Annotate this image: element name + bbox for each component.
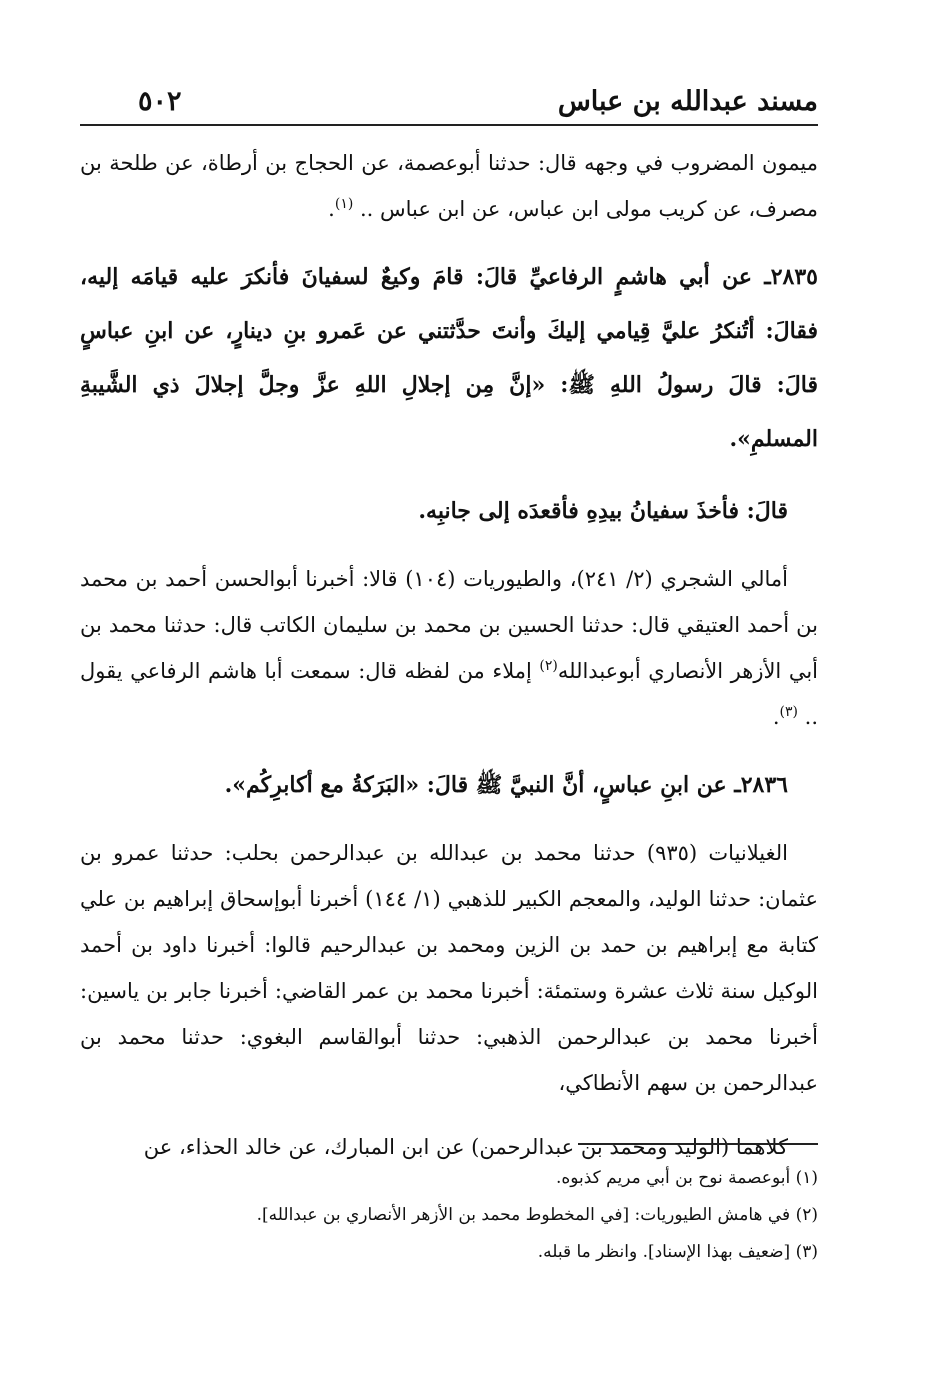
hadith-2836: ٢٨٣٦ـ عن ابنِ عباسٍ، أنَّ النبيَّ ﷺ قالَ: «البَرَكةُ مع أكابرِكُم».: [224, 772, 788, 798]
takhrij-2836: الغيلانيات (٩٣٥) حدثنا محمد بن عبدالله بن عبدالرحمن بحلب: حدثنا عمرو بن عثمان: حدثنا الوليد، والمعجم الكبير للذهبي (١/ ١٤٤) أخبرنا أبوإسحاق إبراهيم بن علي كتابة مع إبراهيم بن حمد بن الزين ومحمد بن عبدالرحيم قالوا: أخبرنا داود بن أحمد الوكيل سنة ثلاث عشرة وستمئة: أخبرنا محمد بن عمر القاضي: أخبرنا جابر بن ياسين: أخبرنا محمد بن عبدالرحمن الذهبي: حدثنا أبوالقاسم البغوي: حدثنا محمد بن عبدالرحمن بن سهم الأنطاكي،: [80, 841, 818, 1095]
takhrij-2835: أمالي الشجري (٢/ ٢٤١)، والطيوريات (١٠٤) قالا: أخبرنا أبوالحسن أحمد بن محمد بن أحمد العتيقي قال: حدثنا الحسين بن محمد بن سليمان الكاتب قال: حدثنا محمد بن أبي الأزهر الأنصاري أبوعبدالله$^{(٢)}$ إملاء من لفظه قال: سمعت أبا هاشم الرفاعي يقول .. $^{(٣)}$.: [80, 567, 818, 729]
footnote-ref-1: (١): [334, 196, 354, 212]
main-text: [80, 140, 818, 1188]
page-number: ٥٠٢: [138, 86, 182, 117]
footnotes: [80, 1160, 818, 1271]
footnote-ref-3: (٣): [779, 704, 798, 720]
footnote-ref-2: (٢): [539, 658, 558, 674]
takhrij-2836-continuation: كلاهما (الوليد ومحمد بن عبدالرحمن) عن ابن المبارك، عن خالد الحذاء، عن: [143, 1135, 788, 1159]
footnote-1: (١) أبوعصمة نوح بن أبي مريم كذبوه.: [555, 1168, 818, 1188]
hadith-2835-continuation: قالَ: فأخذَ سفيانُ بيدِهِ فأقعدَه إلى جانبِه.: [418, 498, 788, 524]
hadith-2835: ٢٨٣٥ـ عن أبي هاشمٍ الرفاعيِّ قالَ: قامَ وكيعٌ لسفيانَ فأنكرَ عليه قيامَه إليه، فقالَ: أتُنكرُ عليَّ قِيامي إليكَ وأنتَ حدَّثتني عن عَمرو بنِ دينارٍ، عن ابنِ عباسٍ قالَ: قالَ رسولُ اللهِ ﷺ: «إنَّ مِن إجلالِ اللهِ عزَّ وجلَّ إجلالَ ذي الشَّيبةِ المسلمِ».: [80, 264, 818, 452]
footnote-separator: [578, 1143, 818, 1145]
page-header: [80, 84, 818, 126]
running-title: مسند عبدالله بن عباس: [557, 86, 818, 117]
footnote-2: (٢) في هامش الطيوريات: [في المخطوط محمد بن الأزهر الأنصاري بن عبدالله].: [256, 1205, 818, 1225]
footnote-3: (٣) [ضعيف بهذا الإسناد]. وانظر ما قبله.: [537, 1242, 818, 1262]
paragraph-isnad-continuation: ميمون المضروب في وجهه قال: حدثنا أبوعصمة، عن الحجاج بن أرطاة، عن طلحة بن مصرف، عن كريب مولى ابن عباس، عن ابن عباس .. $^{(١)}$.: [80, 151, 818, 221]
